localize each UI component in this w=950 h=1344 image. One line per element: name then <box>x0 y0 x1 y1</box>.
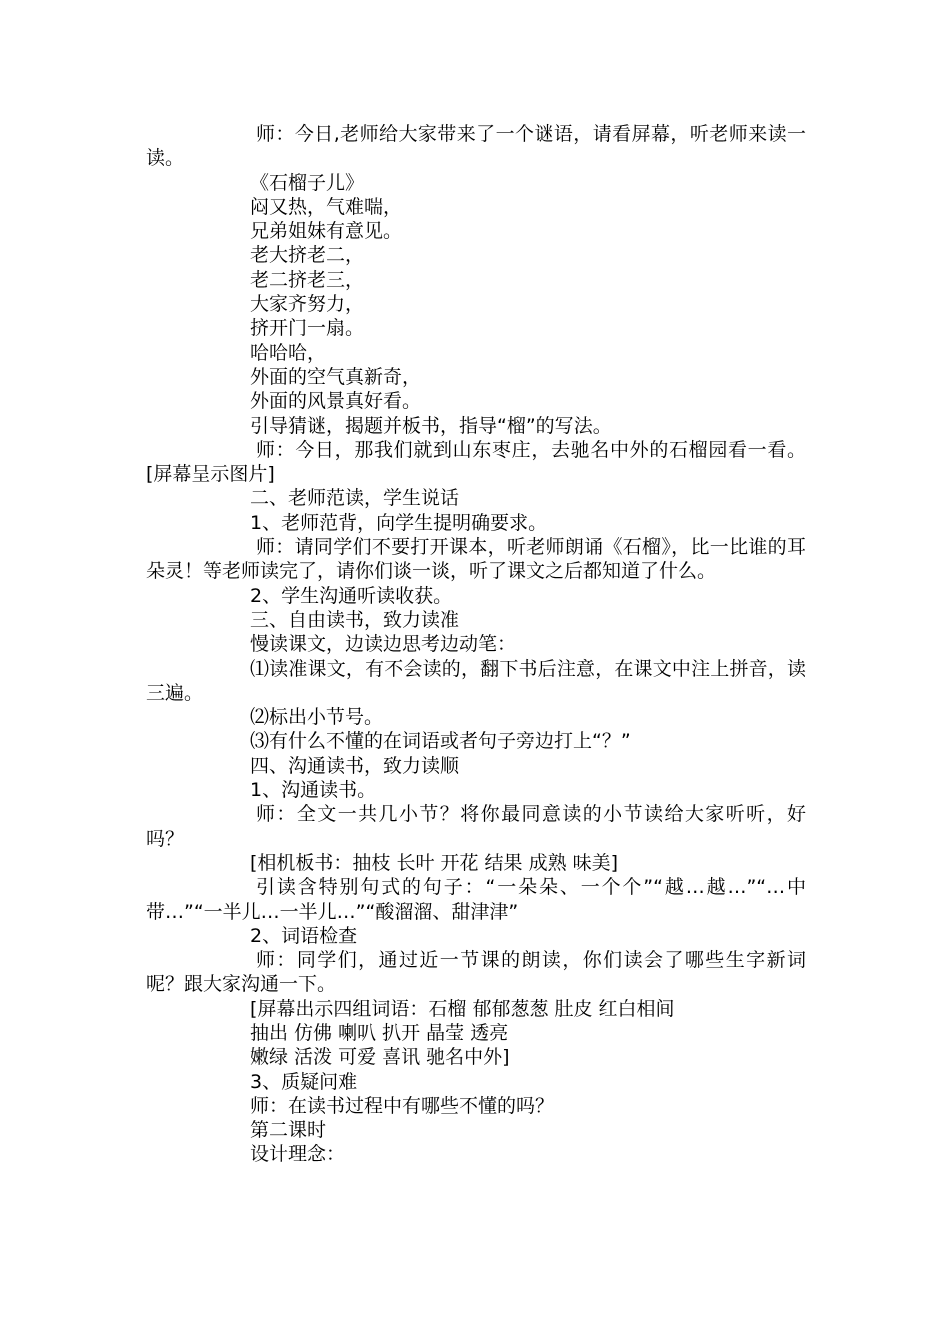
paragraph: 外面的空气真新奇， <box>250 365 422 388</box>
paragraph: 1、沟通读书。 <box>250 779 377 802</box>
paragraph: 1、老师范背，向学生提明确要求。 <box>250 511 548 534</box>
document-body <box>146 122 806 1167</box>
paragraph: 闷又热，气难喘， <box>250 195 403 218</box>
paragraph: 老二挤老三， <box>250 268 365 291</box>
paragraph: 2、学生沟通听读收获。 <box>250 584 453 607</box>
paragraph: 三、自由读书，致力读准 <box>250 608 460 631</box>
paragraph: ⑴读准课文，有不会读的，翻下书后注意，在课文中注上拼音，读三遍。 <box>146 657 806 704</box>
paragraph: 第二课时 <box>250 1119 327 1142</box>
paragraph: 引读含特别句式的句子：“一朵朵、一个个”“越…越…”“…中带…”“一半儿…一半儿…”“酸溜溜、甜津津” <box>146 876 806 923</box>
paragraph: 设计理念： <box>250 1143 346 1166</box>
paragraph: [相机板书：抽枝 长叶 开花 结果 成熟 味美] <box>250 851 619 874</box>
paragraph: 师：今日，那我们就到山东枣庄，去驰名中外的石榴园看一看。[屏幕呈示图片] <box>146 438 806 486</box>
paragraph: 嫩绿 活泼 可爱 喜讯 驰名中外] <box>250 1046 510 1069</box>
paragraph: 大家齐努力， <box>250 293 365 316</box>
paragraph: 引导猜谜，揭题并板书，指导“榴”的写法。 <box>250 414 612 437</box>
paragraph: 挤开门一扇。 <box>250 317 365 340</box>
paragraph: 抽出 仿佛 喇叭 扒开 晶莹 透亮 <box>250 1021 509 1044</box>
paragraph: 老大挤老二， <box>250 244 365 267</box>
paragraph: 师：在读书过程中有哪些不懂的吗？ <box>250 1094 555 1117</box>
paragraph: 外面的风景真好看。 <box>250 390 422 413</box>
paragraph: 师：同学们，通过近一节课的朗读，你们读会了哪些生字新词呢？跟大家沟通一下。 <box>146 949 806 996</box>
paragraph: [屏幕出示四组词语：石榴 郁郁葱葱 肚皮 红白相间 <box>250 997 675 1020</box>
paragraph: 师：今日,老师给大家带来了一个谜语，请看屏幕，听老师来读一读。 <box>146 123 806 170</box>
paragraph: 二、老师范读，学生说话 <box>250 487 460 510</box>
paragraph: 2、词语检查 <box>250 924 358 947</box>
paragraph: 《石榴子儿》 <box>250 171 365 194</box>
paragraph: 师：请同学们不要打开课本，听老师朗诵《石榴》，比一比谁的耳朵灵！等老师读完了，请你们谈一谈，听了课文之后都知道了什么。 <box>146 536 806 583</box>
paragraph: 兄弟姐妹有意见。 <box>250 220 403 243</box>
paragraph: 3、质疑问难 <box>250 1070 358 1093</box>
paragraph: 慢读课文，边读边思考边动笔： <box>250 633 517 656</box>
paragraph: ⑶有什么不懂的在词语或者句子旁边打上“？” <box>250 730 631 753</box>
paragraph: ⑵标出小节号。 <box>250 706 384 729</box>
paragraph: 哈哈哈， <box>250 341 327 364</box>
paragraph: 四、沟通读书，致力读顺 <box>250 754 460 777</box>
paragraph: 师：全文一共几小节？将你最同意读的小节读给大家听听，好吗？ <box>146 803 806 850</box>
